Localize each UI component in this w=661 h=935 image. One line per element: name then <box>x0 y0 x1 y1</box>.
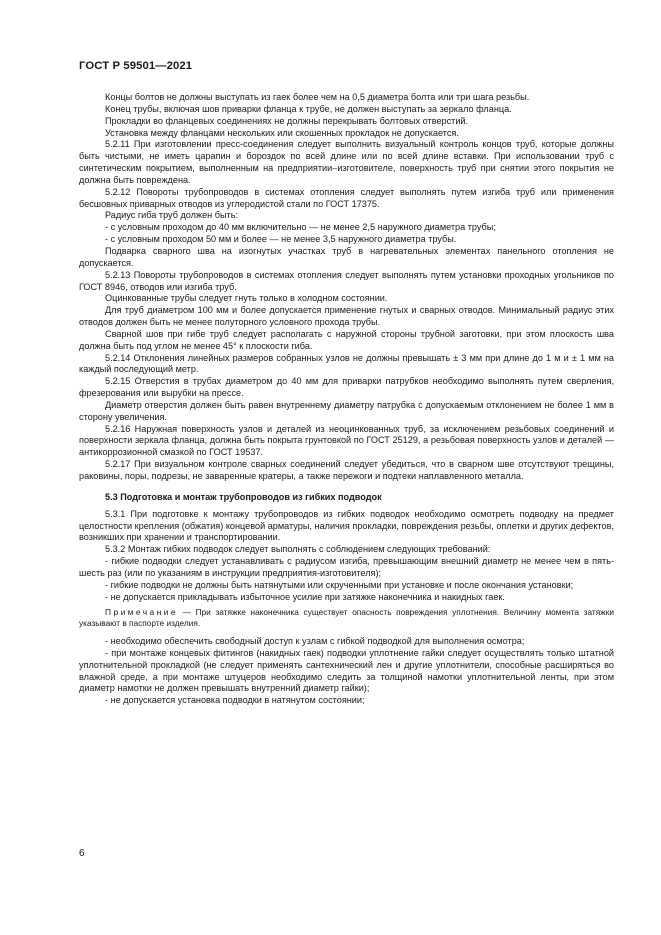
paragraph: Радиус гиба труб должен быть: <box>105 210 238 221</box>
paragraph: Диаметр отверстия должен быть равен внутреннему диаметру патрубка с допускаемым отклонением не более 1 мм в сторону увеличения. <box>79 399 614 422</box>
document-header: ГОСТ Р 59501—2021 <box>79 60 193 72</box>
document-body <box>79 92 614 707</box>
paragraph: Концы болтов не должны выступать из гаек более чем на 0,5 диаметра болта или три шага резьбы. <box>105 92 530 102</box>
list-item: - гибкие подводки не должны быть натянутыми или скрученными при установке и после окончания установки; <box>105 579 574 590</box>
paragraph-5-3-2: 5.3.2 Монтаж гибких подводок следует выполнять с соблюдением следующих требований: <box>105 544 491 555</box>
list-item: - необходимо обеспечить свободный доступ к узлам с гибкой подводкой для выполнения осмотра; <box>105 636 525 647</box>
paragraph-5-2-13: 5.2.13 Повороты трубопроводов в системах отопления следует выполнять путем установки проходных угольников по ГОСТ 8946, отводов или изгиба труб. <box>79 269 614 292</box>
list-item: - не допускается установка подводки в натянутом состоянии; <box>105 695 365 706</box>
paragraph: Установка между фланцами нескольких или скошенных прокладок не допускается. <box>105 127 459 138</box>
paragraph-5-3-1: 5.3.1 При подготовке к монтажу трубопроводов из гибких подводок необходимо осмотреть подводку на предмет целостности крепления (обжатия) концевой арматуры, наличия прокладки, повреждения резьбы, оплетки и других дефектов, возникших при хранении и транспортировании. <box>79 508 614 543</box>
list-item: - с условным проходом до 40 мм включительно — не менее 2,5 наружного диаметра трубы; <box>105 222 496 233</box>
paragraph: Конец трубы, включая шов приварки фланца к трубе, не должен выступать за зеркало фланца. <box>105 103 512 114</box>
page-number: 6 <box>79 848 85 859</box>
paragraph: Подварка сварного шва на изогнутых участках труб в нагревательных элементах панельного отопления не допускается. <box>79 245 614 268</box>
paragraph: Прокладки во фланцевых соединениях не должны перекрывать болтовых отверстий. <box>105 115 469 126</box>
note-text: — При затяжке наконечника существует опасность повреждения уплотнения. Величину момента затяжки указывают в паспорте изделия. <box>79 607 614 629</box>
paragraph: Сварной шов при гибе труб следует располагать с наружной стороны трубной заготовки, при этом плоскость шва должна быть под углом не менее 45° к плоскости гиба. <box>79 328 614 351</box>
paragraph-5-2-12: 5.2.12 Повороты трубопроводов в системах отопления следует выполнять путем изгиба труб или применения бесшовных приварных отводов из углеродистой стали по ГОСТ 17375. <box>79 186 614 209</box>
list-item: - гибкие подводки следует устанавливать с радиусом изгиба, превышающим внешний диаметр не менее чем в пять-шесть раз (или по указаниям в инструкции предприятия-изготовителя); <box>79 556 614 578</box>
note <box>79 607 614 629</box>
paragraph-5-2-16: 5.2.16 Наружная поверхность узлов и деталей из неоцинкованных труб, за исключением резьбовых соединений и поверхности зеркала фланца, должна быть покрыта грунтовкой по ГОСТ 25129, а резьбовая поверхность узлов и деталей — антикоррозионной смазкой по ГОСТ 19537. <box>79 423 614 458</box>
paragraph: Оцинкованные трубы следует гнуть только в холодном состоянии. <box>105 293 388 304</box>
paragraph-5-2-15: 5.2.15 Отверстия в трубах диаметром до 40 мм для приварки патрубков необходимо выполнять путем сверления, фрезерования или вырубки на прессе. <box>79 376 614 399</box>
list-item: - при монтаже концевых фитингов (накидных гаек) подводки уплотнение гайки следует осуществлять только штатной уплотнительной прокладкой (не следует применять сантехнический лен и другие уплотнители, способные расширяться во влажной среде, а при монтаже штуцеров необходимо следить за толщиной намотки уплотнительной ленты, при этом диаметр намотки не должен превышать внутренний диаметр гайки); <box>79 647 614 694</box>
list-item: - не допускается прикладывать избыточное усилие при затяжке наконечника и накидных гаек. <box>105 591 505 602</box>
paragraph-5-2-11: 5.2.11 При изготовлении пресс-соединения следует выполнить визуальный контроль концов труб, которые должны быть чистыми, не иметь царапин и бороздок по всей длине или по всей длине вставки. При использовании труб с синтетическим покрытием, выполненным на предприятии–изготовителе, поверхность труб при снятии этого покрытия не должна быть повреждена. <box>79 139 614 185</box>
note-label: Примечание <box>105 607 179 618</box>
paragraph: Для труб диаметром 100 мм и более допускается применение гнутых и сварных отводов. Минимальный радиус этих отводов должен быть не менее полуторного условного прохода трубы. <box>79 305 614 328</box>
paragraph-5-2-17: 5.2.17 При визуальном контроле сварных соединений следует убедиться, что в сварном шве отсутствуют трещины, раковины, поры, подрезы, не заваренные кратеры, а также пережоги и подтеки наплавленного металла. <box>79 459 614 481</box>
list-item: - с условным проходом 50 мм и более — не менее 3,5 наружного диаметра трубы. <box>105 234 457 245</box>
paragraph-5-2-14: 5.2.14 Отклонения линейных размеров собранных узлов не должны превышать ± 3 мм при длине до 1 м и ± 1 мм на каждый последующий метр. <box>79 352 614 375</box>
section-heading: 5.3 Подготовка и монтаж трубопроводов из гибких подводок <box>105 491 382 502</box>
